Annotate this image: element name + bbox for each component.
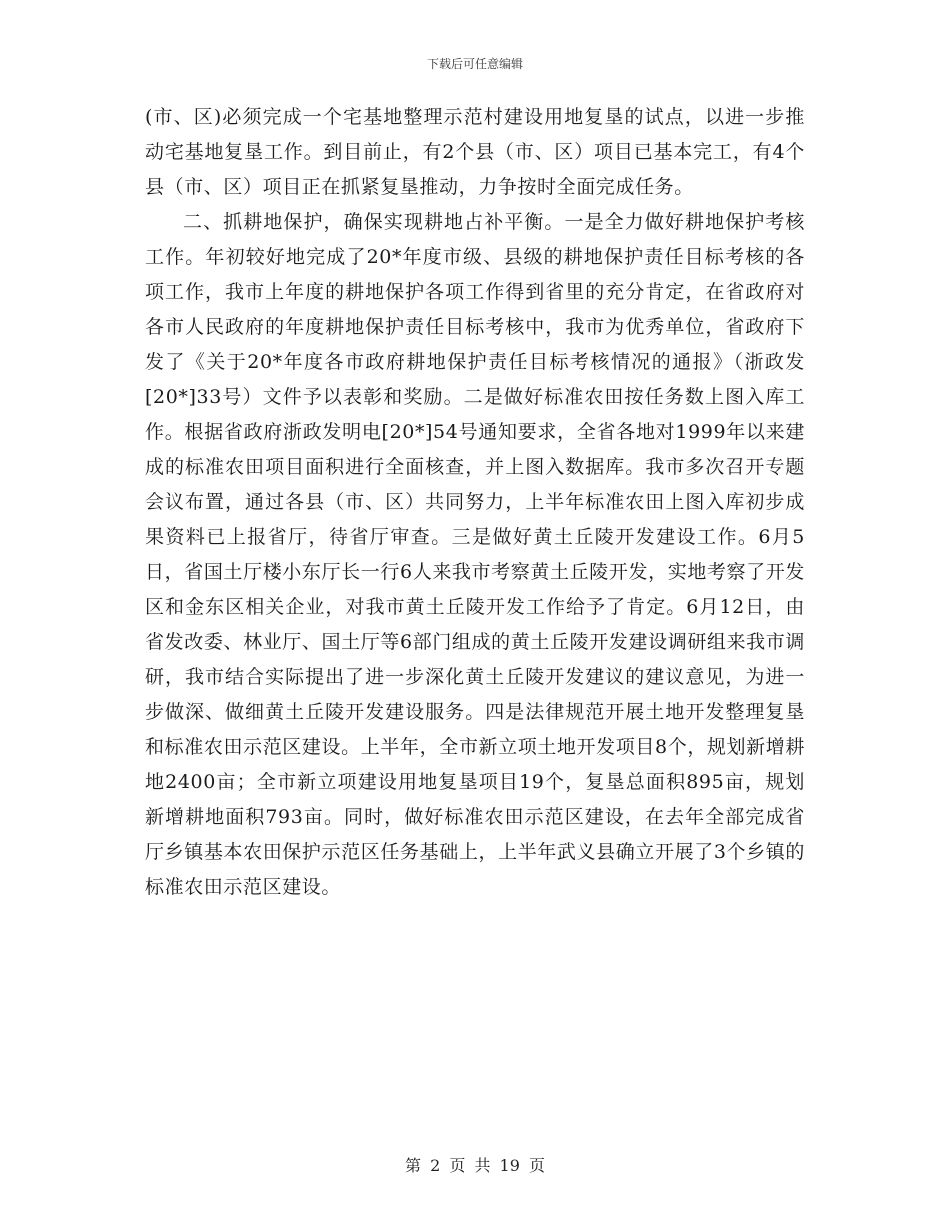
page-number: 第 2 页 共 19 页 xyxy=(405,1156,545,1175)
paragraph-continuation: (市、区)必须完成一个宅基地整理示范村建设用地复垦的试点，以进一步推动宅基地复垦工作。到目前止，有2个县（市、区）项目已基本完工，有4个县（市、区）项目正在抓紧复垦推动，力争按时全面完成任务。 xyxy=(145,106,805,198)
document-body xyxy=(145,100,805,905)
paragraph-farmland-protection: 二、抓耕地保护，确保实现耕地占补平衡。一是全力做好耕地保护考核工作。年初较好地完成了20*年度市级、县级的耕地保护责任目标考核的各项工作，我市上年度的耕地保护各项工作得到省里的充分肯定，在省政府对各市人民政府的年度耕地保护责任目标考核中，我市为优秀单位，省政府下发了《关于20*年度各市政府耕地保护责任目标考核情况的通报》（浙政发[20*]33号）文件予以表彰和奖励。二是做好标准农田按任务数上图入库工作。根据省政府浙政发明电[20*]54号通知要求，全省各地对1999年以来建成的标准农田项目面积进行全面核查，并上图入数据库。我市多次召开专题会议布置，通过各县（市、区）共同努力，上半年标准农田上图入库初步成果资料已上报省厅，待省厅审查。三是做好黄土丘陵开发建设工作。6月5日，省国土厅楼小东厅长一行6人来我市考察黄土丘陵开发，实地考察了开发区和金东区相关企业，对我市黄土丘陵开发工作给予了肯定。6月12日，由省发改委、林业厅、国土厅等6部门组成的黄土丘陵开发建设调研组来我市调研，我市结合实际提出了进一步深化黄土丘陵开发建议的建议意见，为进一步做深、做细黄土丘陵开发建设服务。四是法律规范开展土地开发整理复垦和标准农田示范区建设。上半年，全市新立项土地开发项目8个，规划新增耕地2400亩；全市新立项建设用地复垦项目19个，复垦总面积895亩，规划新增耕地面积793亩。同时，做好标准农田示范区建设，在去年全部完成省厅乡镇基本农田保护示范区任务基础上，上半年武义县确立开展了3个乡镇的标准农田示范区建设。 xyxy=(145,211,805,898)
header-note: 下载后可任意编辑 xyxy=(426,57,523,71)
